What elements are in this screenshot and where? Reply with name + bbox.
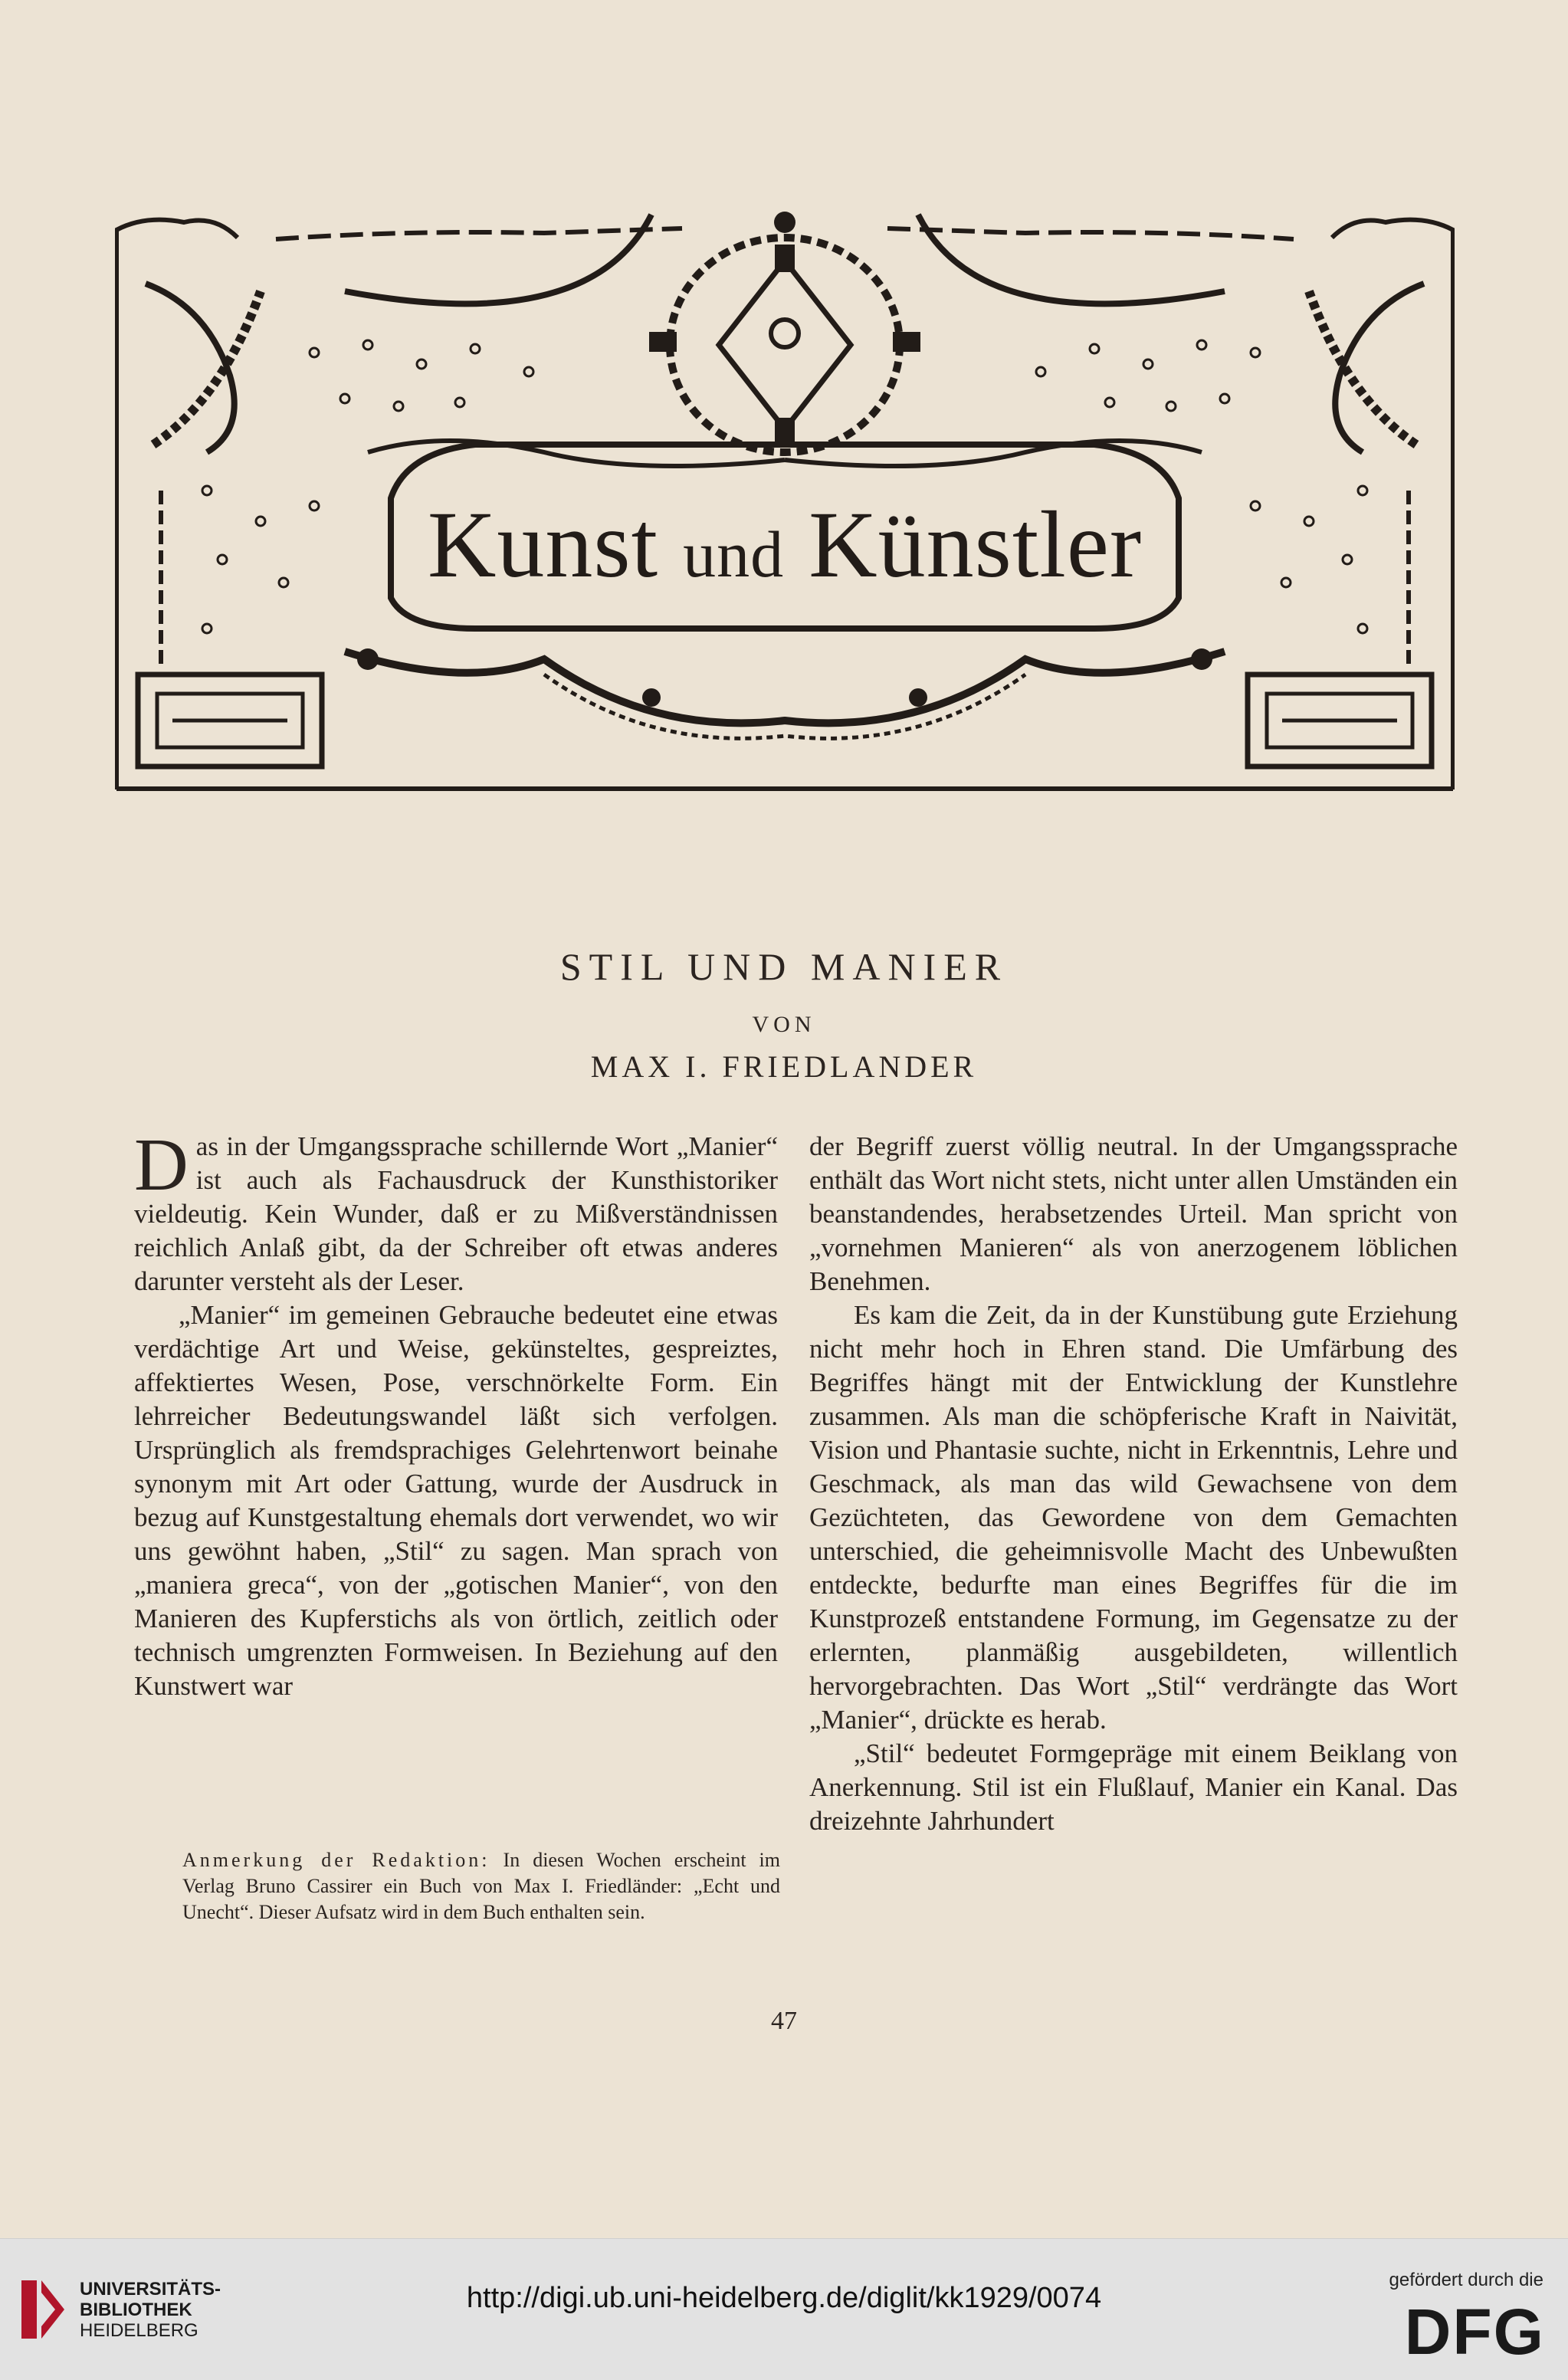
paragraph: „Manier“ im gemeinen Gebrauche bedeutet eine etwas verdächtige Art und Weise, gekünsteltes, gespreiztes, affektiertes Wesen, Pose, verschnörkelte Form. Ein lehrreicher Bedeutungswandel läßt sich verfolgen. Ursprünglich als fremdsprachiges Gelehrtenwort beinahe synonym mit Art oder Gattung, wurde der Ausdruck in bezug auf Kunstgestaltung ehemals dort verwendet, wo wir uns gewöhnt haben, „Stil“ zu sagen. Man sprach von „maniera greca“, von der „gotischen Manier“, von den Manieren des Kupferstichs als von örtlich, zeitlich oder technisch umgrenzten Formweisen. In Beziehung auf den Kunstwert war (134, 1300, 778, 1701)
paragraph: „Stil“ bedeutet Formgepräge mit einem Beiklang von Anerkennung. Stil ist ein Flußlauf, Manier ein Kanal. Das dreizehnte Jahrhundert (809, 1738, 1458, 1836)
text-column-left (134, 1124, 778, 1703)
editorial-note-lead: Anmerkung der Redaktion: (182, 1849, 490, 1871)
page-number: 47 (771, 2007, 797, 2035)
editorial-note-text: In diesen Wochen erscheint im Verlag Bruno Cassirer ein Buch von Max I. Friedländer: „Echt und Unecht“. Dieser Aufsatz wird in dem Buch enthalten sein. (182, 1849, 780, 1923)
source-url-link[interactable]: http://digi.ub.uni-heidelberg.de/diglit/kk1929/0074 (466, 2282, 1102, 2314)
article-byline-von: VON (752, 1012, 816, 1037)
title-word-kunst: Kunst (427, 492, 659, 597)
digitization-footer (0, 2238, 1568, 2380)
library-name-line: HEIDELBERG (80, 2320, 198, 2341)
magazine-title (115, 491, 1455, 599)
article-author: MAX I. FRIEDLANDER (590, 1049, 978, 1084)
paragraph (134, 1124, 778, 1298)
title-word-kuenstler: Künstler (809, 492, 1143, 597)
library-name-line: BIBLIOTHEK (80, 2300, 192, 2320)
article-title: STIL UND MANIER (559, 945, 1009, 988)
dfg-logo: DFG (1404, 2296, 1545, 2368)
paragraph-text: as in der Umgangssprache schillernde Wort „Manier“ ist auch als Fachausdruck der Kunsthistoriker vieldeutig. Kein Wunder, daß er zu Mißverständnissen reichlich Anlaß gibt, da der Schreiber oft etwas anderes darunter versteht als der Leser. (134, 1131, 778, 1296)
text-column-right (809, 1130, 1458, 1838)
title-word-und: und (683, 517, 785, 591)
funding-label: gefördert durch die (1389, 2270, 1543, 2290)
editorial-note (182, 1847, 780, 1925)
drop-cap: D (134, 1124, 189, 1206)
library-name-line: UNIVERSITÄTS- (80, 2279, 221, 2300)
paragraph: Es kam die Zeit, da in der Kunstübung gute Erziehung nicht mehr hoch in Ehren stand. Die Umfärbung des Begriffes hängt mit der Entwicklung der Kunstlehre zusammen. Als man die schöpferische Kraft in Naivität, Vision und Phantasie suchte, nicht in Erkenntnis, Lehre und Geschmack, als man das wild Gewachsene von dem Gezüchteten, das Gewordene von dem Gemachten unterschied, die geheimnisvolle Macht des Unbewußten entdeckte, bedurfte man eines Begriffes für die im Kunstprozeß entstandene Formung, im Gegensatze zu der erlernten, planmäßig ausgebildeten, willentlich hervorgebrachten. Das Wort „Stil“ verdrängte das Wort „Manier“, drückte es herab. (809, 1300, 1458, 1735)
paragraph: der Begriff zuerst völlig neutral. In der Umgangssprache enthält das Wort nicht stets, nicht unter allen Umständen ein beanstandendes, herabsetzendes Urteil. Man spricht von „vornehmen Manieren“ als von anerzogenem löblichen Benehmen. (809, 1131, 1458, 1296)
